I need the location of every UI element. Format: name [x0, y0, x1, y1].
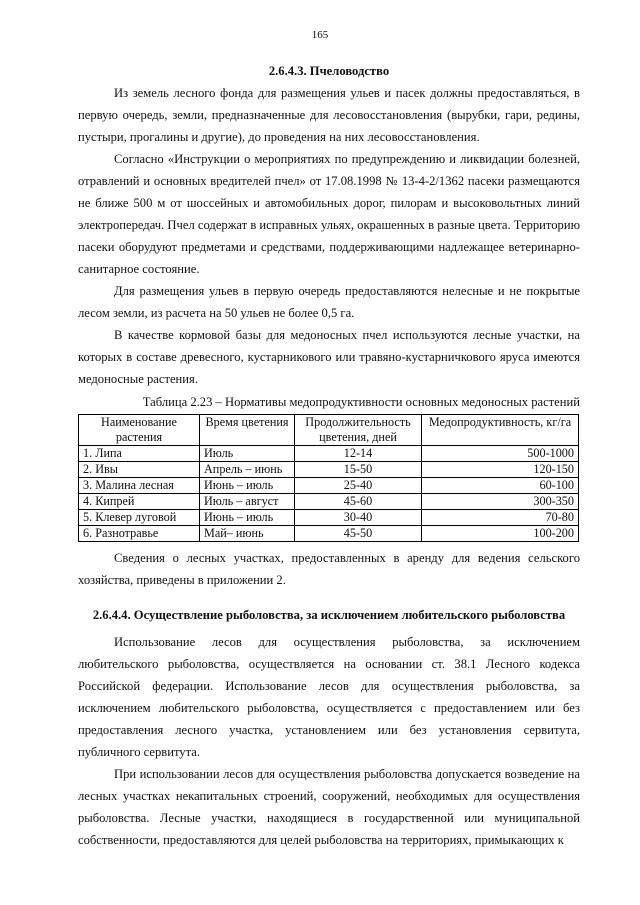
page-content	[78, 60, 580, 851]
table-cell: 4. Кипрей	[79, 494, 200, 510]
table-cell: 5. Клевер луговой	[79, 510, 200, 526]
paragraph: Из земель лесного фонда для размещения ульев и пасек должны предоставляться, в первую очередь, земли, предназначенные для лесовосстановления (вырубки, гари, редины, пустыри, прогалины и другие), до проведения на них лесовосстановления.	[78, 86, 580, 144]
paragraph: Для размещения ульев в первую очередь предоставляются нелесные и не покрытые лесом земли, из расчета на 50 ульев не более 0,5 га.	[78, 284, 580, 320]
table-row	[79, 526, 579, 542]
section-heading-beekeeping: 2.6.4.3. Пчеловодство	[268, 64, 390, 78]
table-row	[79, 510, 579, 526]
table-caption: Таблица 2.23 – Нормативы медопродуктивности основных медоносных растений	[142, 395, 580, 409]
table-row	[79, 462, 579, 478]
table-cell: 6. Разнотравье	[79, 526, 200, 542]
table-cell: 3. Малина лесная	[79, 478, 200, 494]
table-cell: 45-50	[295, 526, 422, 542]
table-row	[79, 478, 579, 494]
column-header: Наименование растения	[79, 415, 200, 446]
table-cell: Июль – август	[200, 494, 295, 510]
table-cell: Июль	[200, 446, 295, 462]
paragraph: Использование лесов для осуществления рыболовства, за исключением любительского рыболовства, осуществляется на основании ст. 38.1 Лесного кодекса Российской федерации. Использование лесов для осуществления рыболовства, за исключением любительского рыболовства, осуществляется с предоставлением или без предоставления лесного участка, установлением или без установления сервитута, публичного сервитута.	[78, 635, 580, 759]
paragraph: При использовании лесов для осуществления рыболовства допускается возведение на лесных участках некапитальных строений, сооружений, необходимых для осуществления рыболовства. Лесные участки, находящиеся в государственной или муниципальной собственности, предоставляются для целей рыболовства на территориях, примыкающих к	[78, 767, 580, 847]
column-header: Время цветения	[200, 415, 295, 446]
table-cell: 120-150	[422, 462, 579, 478]
page-number: 165	[311, 29, 329, 41]
column-header: Продолжительность цветения, дней	[295, 415, 422, 446]
table-cell: 300-350	[422, 494, 579, 510]
honey-productivity-table	[78, 414, 579, 542]
table-cell: 45-60	[295, 494, 422, 510]
table-cell: 70-80	[422, 510, 579, 526]
column-header: Медопродуктивность, кг/га	[422, 415, 579, 446]
table-cell: 25-40	[295, 478, 422, 494]
table-row	[79, 446, 579, 462]
table-header-row	[79, 415, 579, 446]
table-cell: Июнь – июль	[200, 478, 295, 494]
paragraph: Согласно «Инструкции о мероприятиях по предупреждению и ликвидации болезней, отравлений и основных вредителей пчел» от 17.08.1998 № 13-4-2/1362 пасеки размещаются не ближе 500 м от шоссейных и автомобильных дорог, пилорам и высоковольтных линий электропередач. Пчел содержат в исправных ульях, окрашенных в разные цвета. Территорию пасеки оборудуют предметами и средствами, поддерживающими надлежащее ветеринарно-санитарное состояние.	[78, 152, 580, 276]
table-cell: 500-1000	[422, 446, 579, 462]
table-cell: 30-40	[295, 510, 422, 526]
table-cell: Апрель – июнь	[200, 462, 295, 478]
paragraph: В качестве кормовой базы для медоносных пчел используются лесные участки, на которых в составе древесного, кустарникового или травяно-кустарничкового яруса имеются медоносные растения.	[78, 328, 580, 386]
table-cell: 12-14	[295, 446, 422, 462]
table-row	[79, 494, 579, 510]
table-cell: 1. Липа	[79, 446, 200, 462]
table-cell: 2. Ивы	[79, 462, 200, 478]
table-cell: Июнь – июль	[200, 510, 295, 526]
table-cell: 60-100	[422, 478, 579, 494]
table-cell: 100-200	[422, 526, 579, 542]
section-heading-fishing: 2.6.4.4. Осуществление рыболовства, за исключением любительского рыболовства	[92, 608, 566, 622]
table-cell: Май– июнь	[200, 526, 295, 542]
table-cell: 15-50	[295, 462, 422, 478]
paragraph: Сведения о лесных участках, предоставленных в аренду для ведения сельского хозяйства, приведены в приложении 2.	[78, 551, 580, 587]
